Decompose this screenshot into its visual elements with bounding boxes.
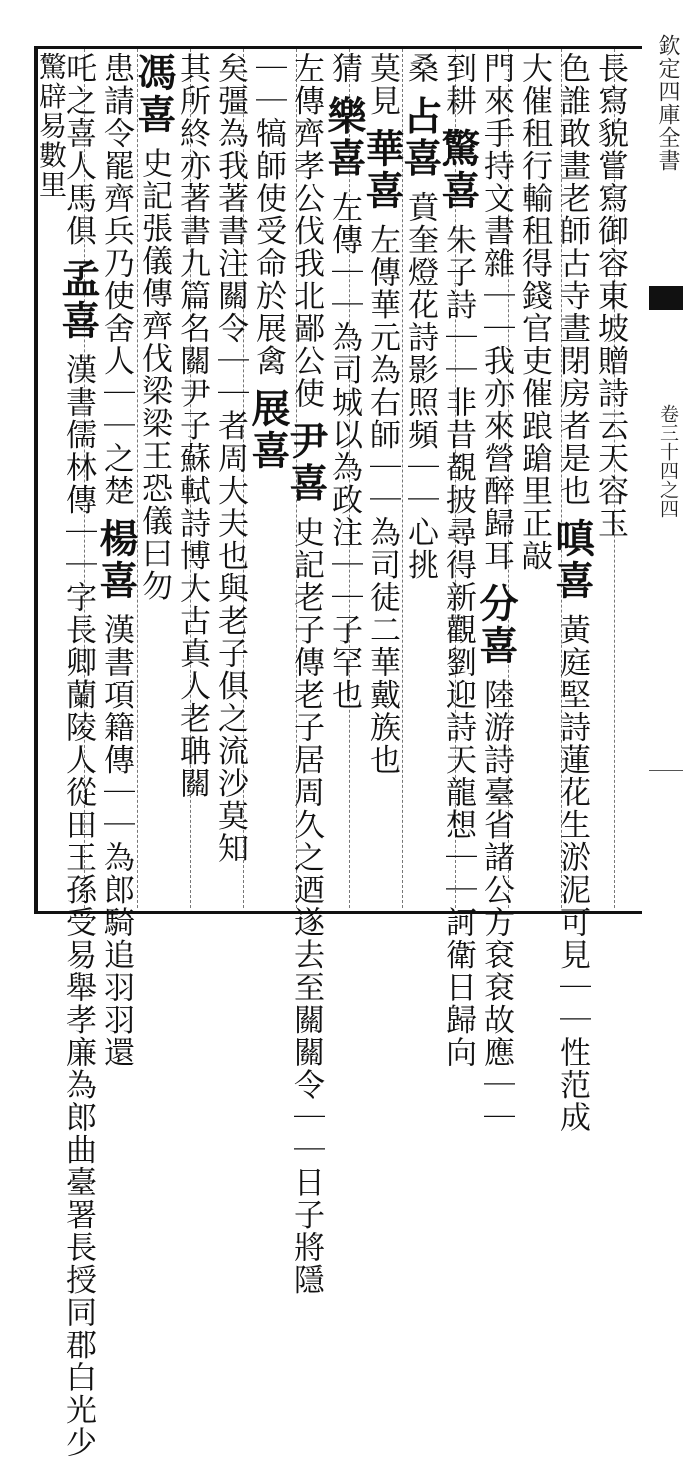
- text-column: 猜 樂喜 左傳｜｜為司城以為政注｜｜子罕也: [321, 52, 367, 712]
- text-column: 大催租行輸租得錢官吏催踉蹌里正敲: [516, 52, 552, 572]
- entry-heading: 華喜: [359, 128, 405, 213]
- text-column: ｜｜犒師使受命於展禽 展喜: [245, 52, 291, 473]
- margin-tick: [649, 770, 683, 771]
- text-column: 吒之喜人馬俱 孟喜 漢書儒林傳｜｜字長卿蘭陵人從田王孫受易舉孝廉為郎曲臺署長授同郡白光少: [55, 52, 101, 1459]
- text-column: 門來手持文書雜｜｜我亦來營醉歸耳 分喜 陸游詩臺省諸公方袞袞故應｜｜: [473, 52, 519, 1134]
- entry-heading: 驚喜: [435, 128, 481, 213]
- text-column: 左傳齊孝公伐我北鄙公使 尹喜 史記老子傳老子居周久之迺遂去至關關令｜｜日子將隱: [283, 52, 329, 1297]
- text-column: 長寫貌嘗寫御容東坡贈詩云天容玉: [592, 52, 628, 540]
- text-column: 莫見 華喜 左傳華元為右師｜｜為司徒二華戴族也: [359, 52, 405, 777]
- entry-heading: 嗔喜: [549, 518, 595, 603]
- entry-heading: 孟喜: [55, 258, 101, 343]
- text-column: 其所終亦著書九篇名關尹子蘇軾詩博大古真人老聃關: [174, 52, 210, 800]
- entry-heading: 尹喜: [283, 420, 329, 505]
- margin-book-title: 欽定四庫全書: [655, 34, 680, 172]
- entry-heading: 馮喜: [131, 52, 177, 136]
- text-column: 驚辟易數里: [35, 52, 68, 200]
- text-column: 矣彊為我著書注關令｜｜者周大夫也與老子俱之流沙莫知: [212, 52, 248, 865]
- text-column: 桑 占喜 賁奎燈花詩影照頻｜｜心挑: [397, 52, 443, 582]
- entry-heading: 樂喜: [321, 95, 367, 180]
- entry-heading: 展喜: [245, 388, 291, 473]
- entry-heading: 楊喜: [93, 518, 139, 603]
- text-column: 患請令罷齊兵乃使舍人｜｜之楚 楊喜 漢書項籍傳｜｜為郎騎追羽羽還: [93, 52, 139, 1069]
- entry-heading: 占喜: [397, 95, 443, 180]
- text-column: 到耕 驚喜 朱子詩｜｜非昔覩披尋得新觀劉迎詩天龍想｜｜訶衛日歸向: [435, 52, 481, 1069]
- text-column: 馮喜 史記張儀傳齊伐梁梁王恐儀曰勿: [131, 52, 177, 603]
- margin-volume-number: 卷三十四之四: [657, 404, 679, 518]
- text-column: 色誰敢畫老師古寺晝閉房者是也 嗔喜 黃庭堅詩蓮花生淤泥可見｜｜性范成: [549, 52, 595, 1134]
- margin-fishtail-mark: [649, 286, 683, 310]
- entry-heading: 分喜: [473, 583, 519, 668]
